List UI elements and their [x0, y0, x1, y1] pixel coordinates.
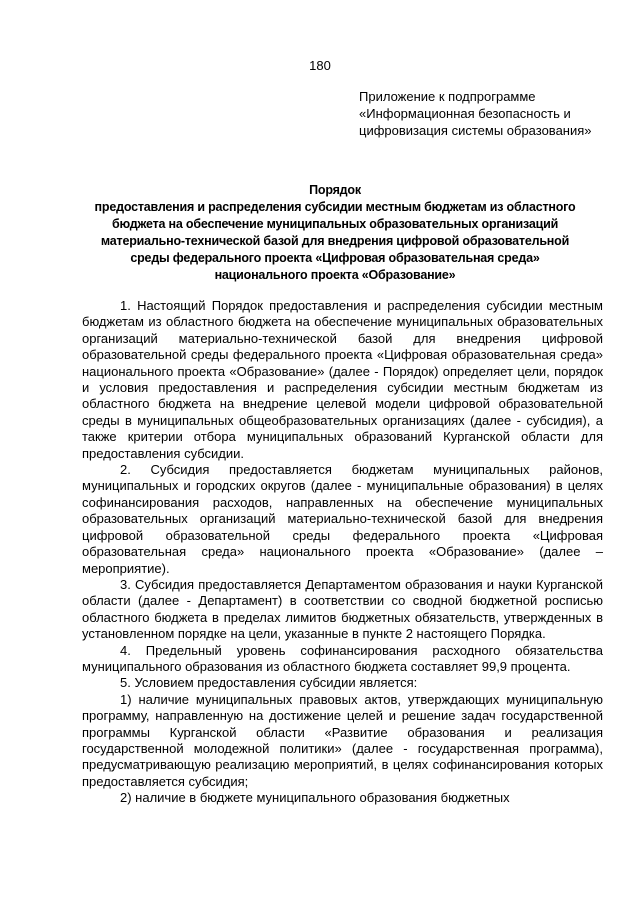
title-line: бюджета на обеспечение муниципальных образовательных организаций	[111, 217, 559, 231]
title-line: предоставления и распределения субсидии местным бюджетам из областного	[94, 200, 576, 214]
title-line: среды федерального проекта «Цифровая образовательная среда»	[130, 251, 540, 265]
paragraph-5: 5. Условием предоставления субсидии является:	[120, 675, 418, 691]
paragraph-2: 2. Субсидия предоставляется бюджетам муниципальных районов, муниципальных и городских округов (далее - муниципальные образования) в целях софинансирования расходов, направленных на обеспечение муниципальных образовательных организаций материально-технической базой для внедрения цифровой образовательной среды федерального проекта «Цифровая образовательная среда» национального проекта «Образование» (далее – мероприятие).	[82, 462, 603, 576]
paragraph-3: 3. Субсидия предоставляется Департаментом образования и науки Курганской области (далее - Департамент) в соответствии со сводной бюджетной росписью областного бюджета в пределах лимитов бюджетных обязательств, утвержденных в установленном порядке на цели, указанные в пункте 2 настоящего Порядка.	[82, 576, 603, 642]
document-title	[70, 182, 600, 284]
title-line: национального проекта «Образование»	[214, 268, 456, 282]
document-body	[82, 298, 603, 807]
appendix-note	[359, 88, 619, 139]
title-line: материально-технической базой для внедрения цифровой образовательной	[100, 234, 570, 248]
appendix-line: цифровизация системы образования»	[359, 123, 592, 138]
page-number: 180	[309, 58, 331, 73]
paragraph-1: 1. Настоящий Порядок предоставления и распределения субсидии местным бюджетам из областного бюджета на обеспечение муниципальных образовательных организаций материально-технической базой для внедрения цифровой образовательной среды федерального проекта «Цифровая образовательная среда» национального проекта «Образование» (далее - Порядок) определяет цели, порядок и условия предоставления и распределения субсидии местным бюджетам из областного бюджета на внедрение целевой модели цифровой образовательной среды в муниципальных общеобразовательных организациях (далее - субсидия), а также критерии отбора муниципальных образований Курганской области для предоставления субсидии.	[82, 298, 603, 461]
appendix-line: «Информационная безопасность и	[359, 106, 571, 121]
paragraph-4: 4. Предельный уровень софинансирования расходного обязательства муниципального образования из областного бюджета составляет 99,9 процента.	[82, 642, 603, 674]
title-line: Порядок	[309, 183, 361, 197]
subparagraph-2: 2) наличие в бюджете муниципального образования бюджетных	[120, 790, 510, 806]
subparagraph-1: 1) наличие муниципальных правовых актов, утверждающих муниципальную программу, направленную на достижение целей и решение задач государственной программы Курганской области «Развитие образования и реализация государственной молодежной политики» (далее - государственная программа), предусматривающую реализацию мероприятий, в целях софинансирования которых предоставляется субсидия;	[82, 691, 603, 789]
appendix-line: Приложение к подпрограмме	[359, 89, 536, 104]
